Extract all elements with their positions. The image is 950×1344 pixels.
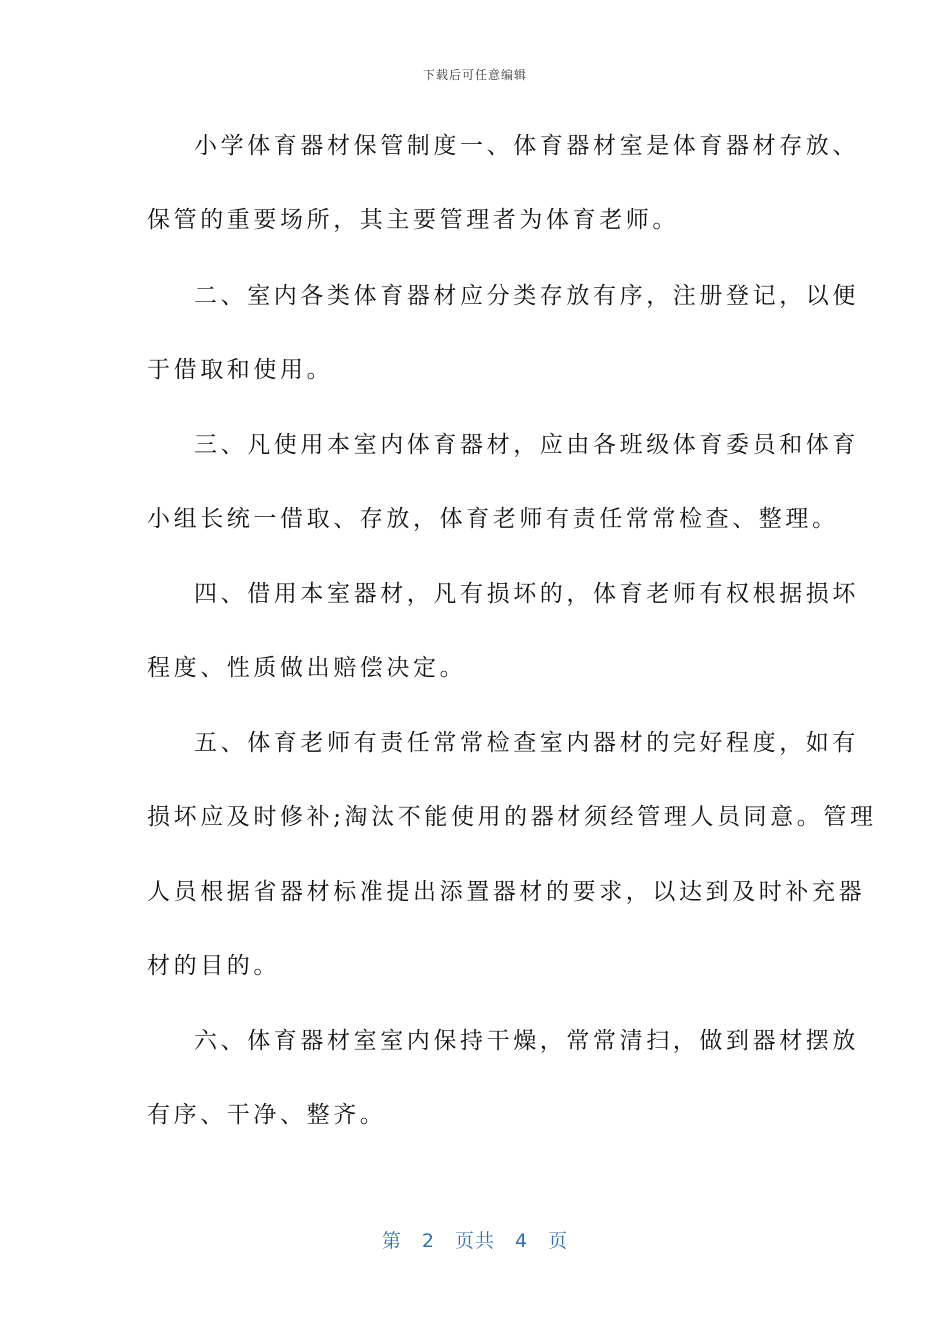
paragraph-line: 四、借用本室器材，凡有损坏的，体育老师有权根据损坏 (194, 581, 859, 607)
footer-middle: 页共 (454, 1230, 495, 1252)
paragraph-line: 损坏应及时修补;淘汰不能使用的器材须经管理人员同意。管理 (147, 804, 877, 830)
footer-suffix: 页 (548, 1230, 569, 1252)
paragraph-line: 小组长统一借取、存放，体育老师有责任常常检查、整理。 (147, 506, 839, 532)
paragraph-line: 二、室内各类体育器材应分类存放有序，注册登记，以便 (194, 283, 859, 309)
paragraph-line: 有序、干净、整齐。 (147, 1102, 387, 1128)
current-page-number: 2 (421, 1230, 435, 1252)
paragraph-line: 三、凡使用本室内体育器材，应由各班级体育委员和体育 (194, 432, 859, 458)
paragraph-line: 六、体育器材室室内保持干燥，常常清扫，做到器材摆放 (194, 1028, 859, 1054)
paragraph-line: 小学体育器材保管制度一、体育器材室是体育器材存放、 (194, 133, 859, 159)
paragraph-line: 程度、性质做出赔偿决定。 (147, 655, 467, 681)
page-footer (0, 1226, 950, 1253)
paragraph-line: 人员根据省器材标准提出添置器材的要求，以达到及时补充器 (147, 879, 866, 905)
total-pages-number: 4 (515, 1230, 529, 1252)
paragraph-line: 保管的重要场所，其主要管理者为体育老师。 (147, 207, 679, 233)
paragraph-line: 于借取和使用。 (147, 357, 334, 383)
paragraph-line: 五、体育老师有责任常常检查室内器材的完好程度，如有 (194, 730, 859, 756)
page-header-note: 下载后可任意编辑 (422, 68, 527, 82)
footer-prefix: 第 (381, 1230, 402, 1252)
paragraph-line: 材的目的。 (147, 953, 280, 979)
